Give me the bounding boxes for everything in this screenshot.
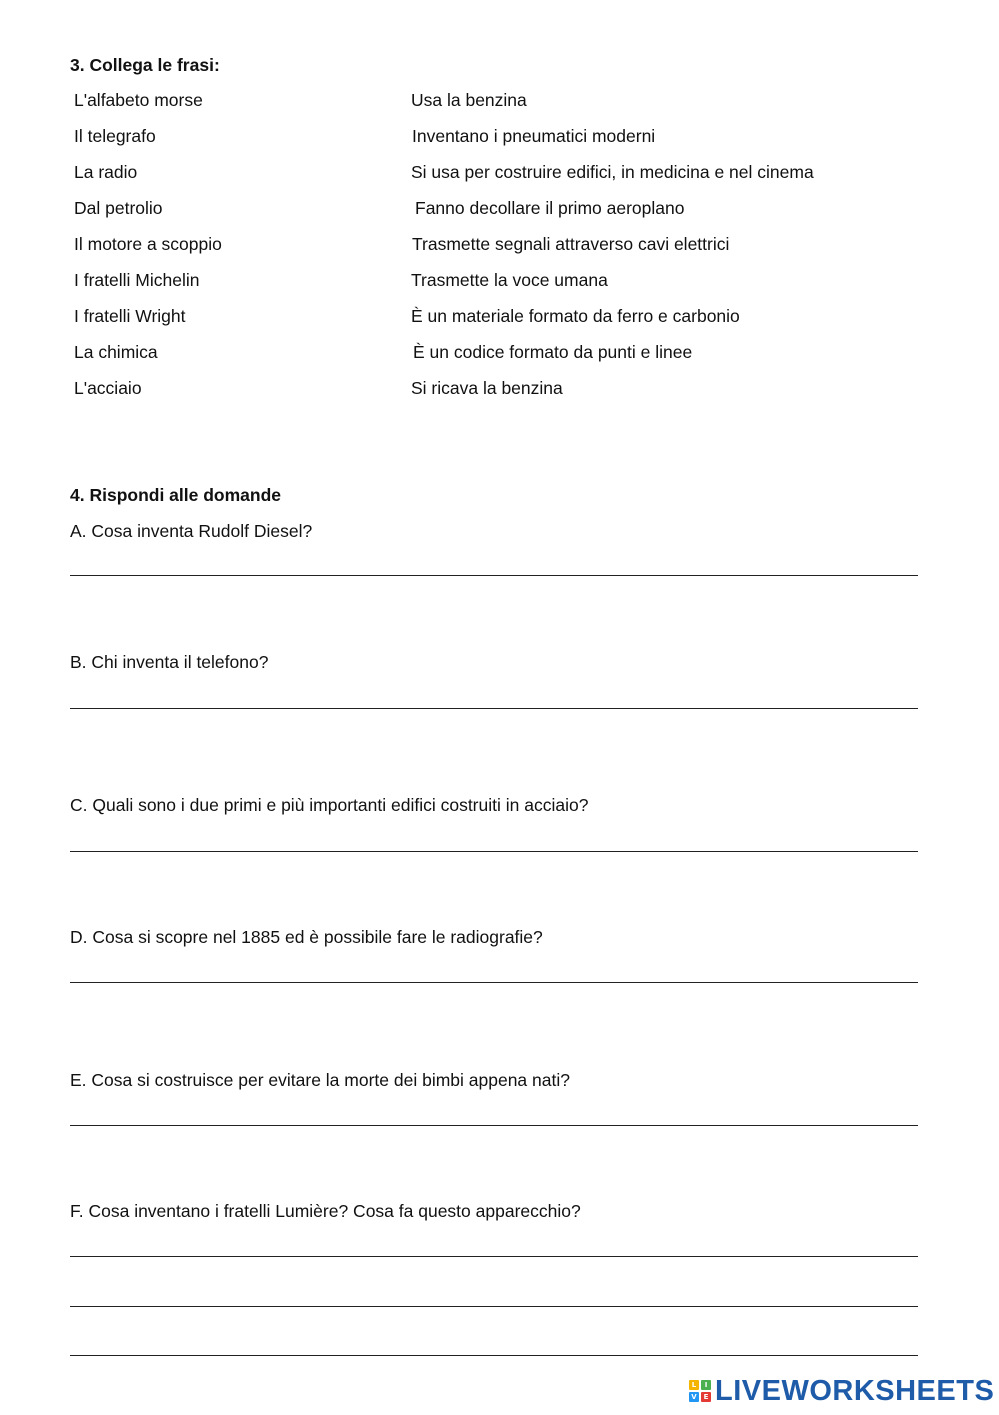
question-a: A. Cosa inventa Rudolf Diesel? [70, 521, 313, 541]
answer-line-d[interactable] [70, 982, 918, 983]
logo-tile: E [701, 1392, 711, 1402]
question-d: D. Cosa si scopre nel 1885 ed è possibile fare le radiografie? [70, 927, 543, 947]
answer-line-e[interactable] [70, 1125, 918, 1126]
liveworksheets-brand [689, 1374, 995, 1408]
answer-line-c[interactable] [70, 851, 918, 852]
match-right-item: Inventano i pneumatici moderni [412, 126, 656, 146]
match-right-item: Si ricava la benzina [411, 378, 563, 398]
match-right-item: È un materiale formato da ferro e carbonio [411, 306, 740, 326]
brand-name: LIVEWORKSHEETS [715, 1374, 995, 1407]
match-right-item: Si usa per costruire edifici, in medicina e nel cinema [411, 162, 814, 182]
match-right-item: È un codice formato da punti e linee [413, 342, 693, 362]
section-3-title: 3. Collega le frasi: [70, 55, 220, 75]
answer-line-b[interactable] [70, 708, 918, 709]
match-right-item: Trasmette la voce umana [411, 270, 608, 290]
match-left-item: La radio [74, 162, 138, 182]
match-right-item: Usa la benzina [411, 90, 527, 110]
match-right-item: Fanno decollare il primo aeroplano [415, 198, 685, 218]
answer-line-f-1[interactable] [70, 1256, 918, 1257]
liveworksheets-logo-icon [689, 1380, 711, 1402]
question-f: F. Cosa inventano i fratelli Lumière? Cosa fa questo apparecchio? [70, 1201, 581, 1221]
logo-tile: V [689, 1392, 699, 1402]
match-left-item: L'alfabeto morse [74, 90, 203, 110]
answer-line-f-2[interactable] [70, 1306, 918, 1307]
question-e: E. Cosa si costruisce per evitare la morte dei bimbi appena nati? [70, 1070, 570, 1090]
question-c: C. Quali sono i due primi e più importanti edifici costruiti in acciaio? [70, 795, 589, 815]
answer-line-f-3[interactable] [70, 1355, 918, 1356]
answer-line-a[interactable] [70, 575, 918, 576]
question-b: B. Chi inventa il telefono? [70, 652, 269, 672]
match-left-item: Il motore a scoppio [74, 234, 222, 254]
match-left-item: Dal petrolio [74, 198, 163, 218]
match-left-item: La chimica [74, 342, 158, 362]
match-left-item: L'acciaio [74, 378, 142, 398]
match-left-item: I fratelli Wright [74, 306, 186, 326]
match-left-item: I fratelli Michelin [74, 270, 200, 290]
logo-tile: L [689, 1380, 699, 1390]
match-right-item: Trasmette segnali attraverso cavi elettrici [412, 234, 730, 254]
section-4-title: 4. Rispondi alle domande [70, 485, 282, 505]
logo-tile: I [701, 1380, 711, 1390]
match-left-item: Il telegrafo [74, 126, 156, 146]
